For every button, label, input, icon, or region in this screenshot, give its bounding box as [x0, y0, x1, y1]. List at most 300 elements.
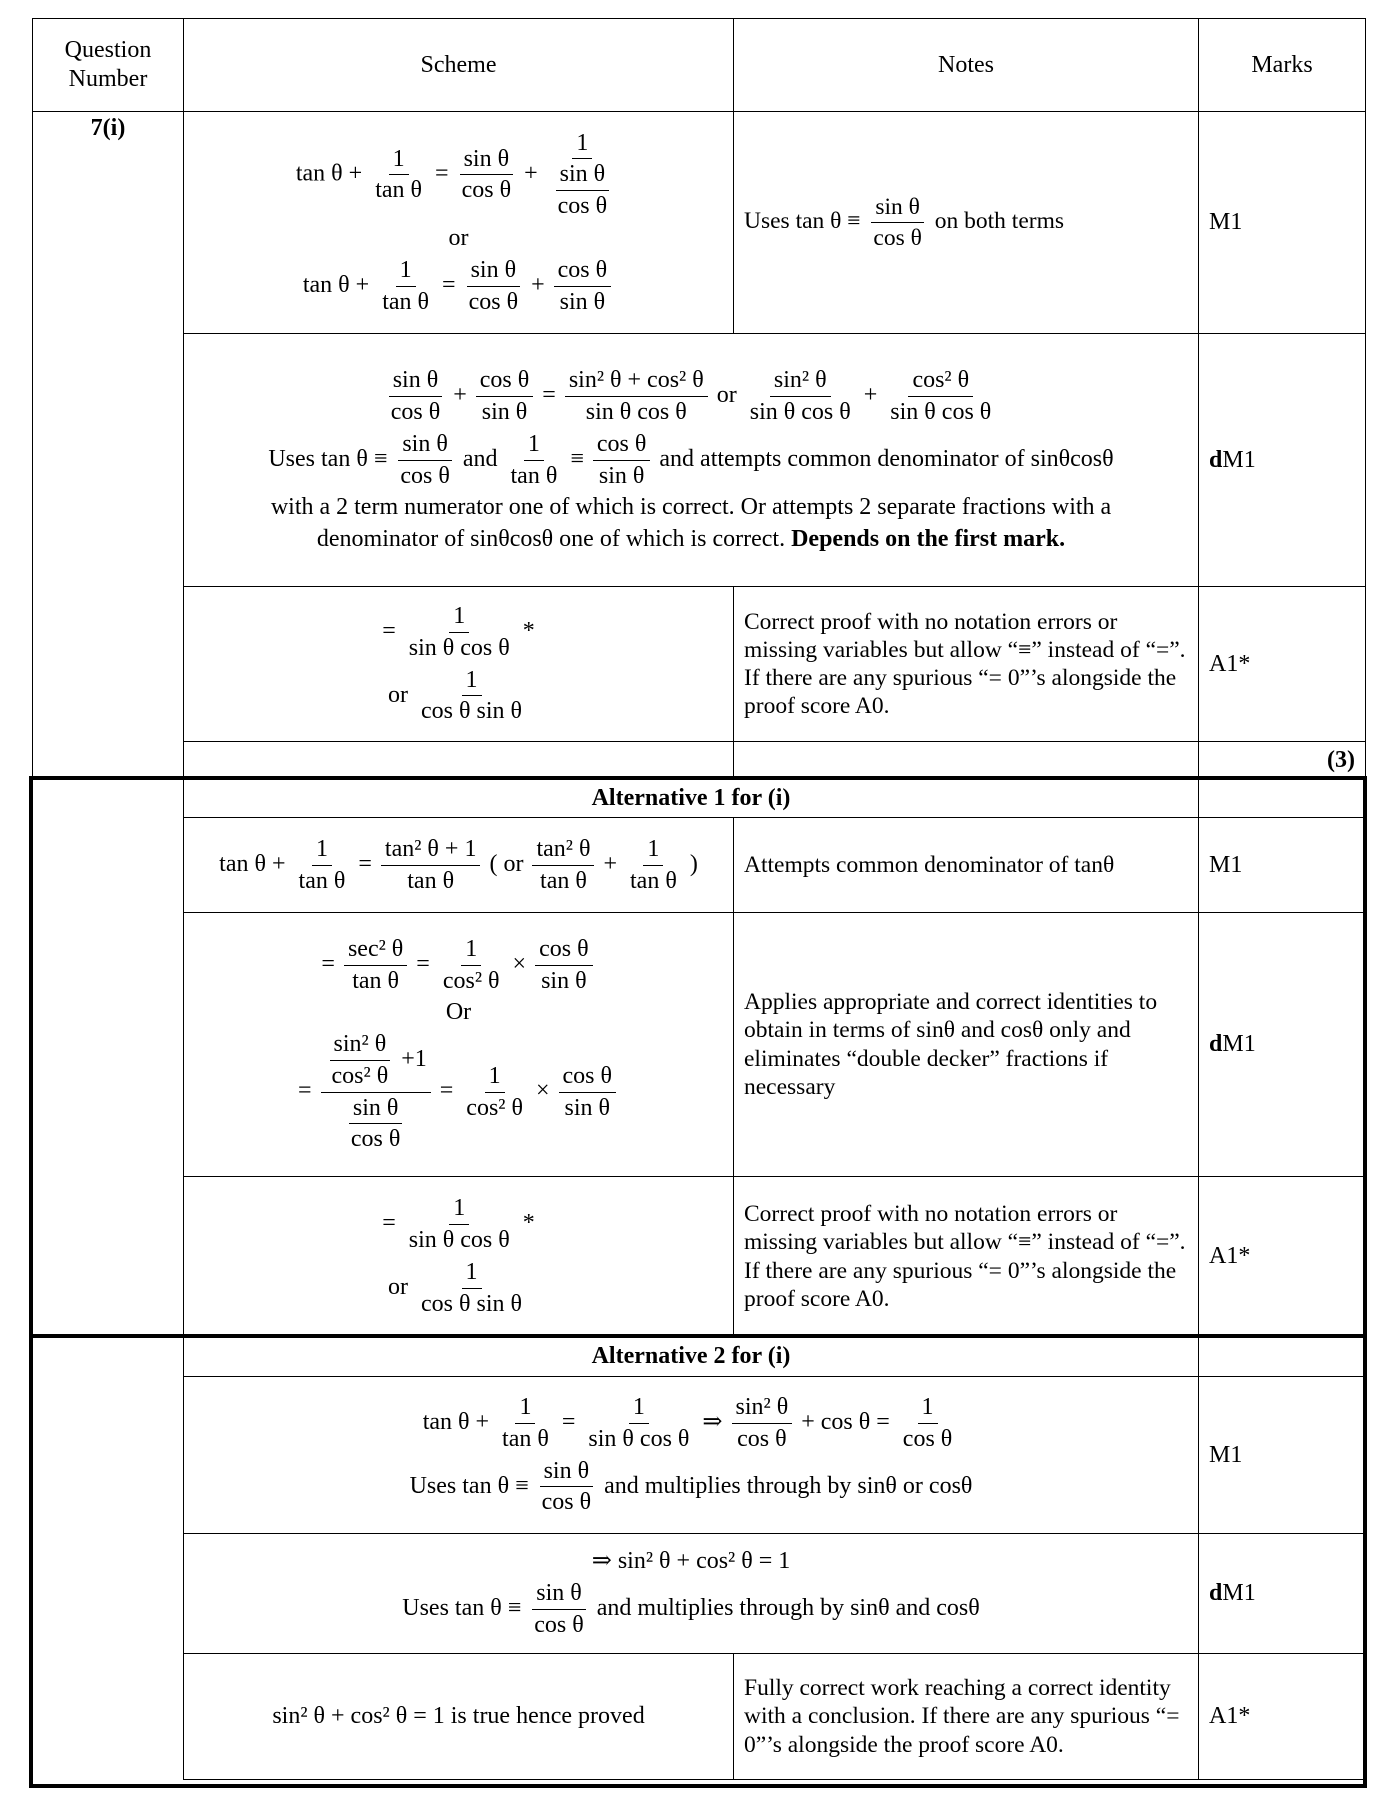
numerator: [770, 366, 831, 397]
fraction: [378, 256, 433, 317]
bold-text: Depends on the first mark.: [791, 526, 1066, 553]
text-span: tan θ: [298, 867, 346, 894]
alternative-1-heading: Alternative 1 for (i): [184, 779, 1199, 818]
text-span: sin θ: [559, 288, 606, 315]
header-question-number: Question Number: [33, 19, 184, 112]
denominator: [403, 866, 458, 896]
content-line: [1209, 851, 1355, 880]
mark-scheme-table: [32, 18, 1366, 1780]
table-row: [33, 1654, 1366, 1780]
text-span: Uses tan θ ≡: [409, 1472, 535, 1499]
text-span: cos θ sin θ: [421, 1290, 522, 1317]
fraction: [498, 1393, 553, 1454]
text-span: sin² θ + cos² θ = 1 is true hence proved: [272, 1703, 645, 1730]
numerator: [476, 366, 534, 397]
numerator: [593, 430, 651, 461]
text-span: + cos θ =: [795, 1408, 896, 1435]
notes-cell: [734, 913, 1199, 1177]
marks-cell: [1199, 112, 1366, 334]
marks-cell: [1199, 1534, 1366, 1654]
empty-question-cell: [33, 1337, 184, 1780]
text-span: 1: [921, 1393, 934, 1420]
text-span: +: [597, 850, 623, 877]
text-span: and multiplies through by sinθ and cosθ: [590, 1594, 980, 1621]
text-span: *: [516, 1210, 535, 1237]
fraction: [732, 1393, 793, 1454]
denominator: [439, 966, 504, 996]
content-line: [1209, 1242, 1355, 1271]
text-span: 1: [315, 835, 328, 862]
text-span: *: [516, 617, 535, 644]
text-span: sin θ: [352, 1094, 399, 1121]
text-span: =: [382, 1210, 402, 1237]
text-span: cos² θ: [331, 1062, 389, 1089]
text-span: Correct proof with no notation errors or missing variables but allow “≡” instead of “=”. If there are any spurious “= 0”’s alongside the proof score A0.: [744, 608, 1186, 720]
text-span: tan θ +: [295, 160, 369, 187]
content-line: [194, 1702, 723, 1731]
text-span: A1*: [1209, 650, 1251, 677]
denominator: [396, 461, 454, 491]
numerator: [732, 1393, 793, 1424]
content-line: [194, 366, 1188, 427]
text-span: cos θ: [400, 462, 450, 489]
text-span: Or: [445, 999, 472, 1026]
numerator: [908, 366, 973, 397]
marks-cell: [1199, 334, 1366, 587]
content-line: [194, 525, 1188, 554]
denominator: [538, 1487, 596, 1517]
content-line: [744, 851, 1188, 879]
denominator: [547, 159, 619, 221]
text-span: Attempts common denominator of tanθ: [744, 851, 1115, 878]
numerator: [449, 602, 469, 633]
text-span: tan θ: [510, 462, 558, 489]
text-span: sin θ cos θ: [408, 634, 510, 661]
text-span: M1: [1209, 209, 1243, 236]
denominator: [554, 191, 612, 221]
notes-cell: [734, 1654, 1199, 1780]
text-span: and multiplies through by sinθ or cosθ: [598, 1472, 973, 1499]
text-span: sin² θ: [735, 1393, 789, 1420]
fraction: [565, 366, 708, 427]
text-span: sin θ: [564, 1094, 611, 1121]
text-span: sin θ: [536, 1580, 582, 1607]
denominator: [340, 1093, 412, 1155]
fraction: [405, 1194, 514, 1255]
numerator: [349, 1094, 403, 1125]
denominator: [462, 1093, 527, 1123]
numerator: [918, 1393, 938, 1424]
content-line: [744, 988, 1188, 1101]
denominator: [405, 633, 514, 663]
text-span: cos θ: [390, 398, 441, 425]
content-line: [1209, 1702, 1355, 1731]
text-span: M1: [1222, 1580, 1256, 1607]
scheme-cell: [184, 1654, 734, 1780]
text-span: cos θ: [468, 288, 519, 315]
content-line: [744, 608, 1188, 721]
text-span: 1: [392, 145, 405, 172]
text-span: ⇒: [696, 1408, 729, 1435]
bold-text: d: [1209, 1031, 1223, 1058]
scheme-cell: [184, 587, 734, 742]
fraction: [462, 1062, 527, 1123]
text-span: tan θ +: [302, 271, 376, 298]
text-span: or: [710, 381, 743, 408]
text-span: and attempts common denominator of sinθcosθ: [653, 445, 1114, 472]
fraction: [584, 1393, 693, 1454]
numerator: [321, 1030, 431, 1093]
empty-question-cell: [33, 779, 184, 1337]
denominator: [536, 866, 591, 896]
text-span: =: [555, 1408, 582, 1435]
denominator: [561, 1093, 615, 1123]
text-span: +: [518, 160, 544, 187]
numerator: [485, 1062, 505, 1093]
denominator: [886, 397, 995, 427]
text-span: M1: [1209, 851, 1243, 878]
text-span: 1: [519, 1393, 532, 1420]
text-span: A1*: [1209, 1243, 1251, 1270]
table-row: [33, 587, 1366, 742]
numerator: [540, 1457, 594, 1488]
fraction: [530, 1579, 588, 1640]
content-line: [1209, 1030, 1355, 1059]
content-line: [194, 666, 723, 727]
fraction: [899, 1393, 957, 1454]
text-span: sin² θ + cos² θ: [568, 367, 704, 394]
fraction: [417, 666, 526, 727]
fraction: [559, 1062, 617, 1123]
table-row: [33, 1377, 1366, 1534]
numerator: [554, 256, 612, 287]
text-span: or: [448, 225, 469, 251]
denominator: [371, 175, 426, 205]
text-span: tan θ: [630, 867, 677, 894]
table-row: [33, 112, 1366, 334]
denominator: [584, 1424, 693, 1454]
numerator: [389, 145, 409, 176]
numerator: [467, 256, 521, 287]
text-span: 1: [527, 430, 540, 457]
scheme-cell: [184, 334, 1199, 587]
text-span: cos² θ: [442, 967, 500, 994]
text-span: =: [436, 271, 462, 298]
marks-cell: [1199, 587, 1366, 742]
numerator: [559, 1062, 617, 1093]
text-span: sin θ: [402, 430, 448, 457]
text-span: cos θ: [534, 1611, 584, 1638]
denominator: [899, 1424, 957, 1454]
scheme-cell: [184, 913, 734, 1177]
content-line: [1209, 1441, 1355, 1470]
denominator: [498, 1424, 553, 1454]
content-line: [194, 835, 723, 896]
content-line: [194, 602, 723, 663]
text-span: M1: [1209, 1441, 1243, 1468]
text-span: Uses tan θ ≡: [402, 1594, 528, 1621]
marks-cell: [1199, 818, 1366, 913]
content-line: [194, 224, 723, 253]
text-span: 1: [399, 256, 412, 283]
fraction: [371, 145, 426, 206]
numerator: [396, 256, 416, 287]
numerator: [330, 1030, 391, 1061]
content-line: [1209, 446, 1355, 475]
header-notes: Notes: [734, 19, 1199, 112]
numerator: [312, 835, 332, 866]
text-span: cos² θ: [912, 367, 970, 394]
text-span: cos θ: [479, 367, 530, 394]
bold-text: d: [1209, 446, 1223, 473]
text-span: and: [456, 445, 504, 472]
fraction: [417, 1258, 526, 1319]
scheme-cell: [184, 1377, 1199, 1534]
numerator: [572, 129, 592, 160]
text-span: sin θ: [463, 145, 510, 172]
denominator: [458, 175, 516, 205]
text-span: M1: [1222, 1031, 1256, 1058]
numerator: [389, 366, 443, 397]
text-span: cos θ: [350, 1126, 401, 1153]
notes-cell: [734, 112, 1199, 334]
denominator: [465, 287, 523, 317]
text-span: tan θ +: [422, 1408, 496, 1435]
table-row: [33, 913, 1366, 1177]
content-line: [1209, 1579, 1355, 1608]
empty-cell: [1199, 1337, 1366, 1377]
numerator: [462, 1258, 482, 1289]
notes-cell: [734, 1177, 1199, 1337]
fraction: [507, 430, 562, 491]
text-span: =: [429, 160, 455, 187]
content-line: [744, 1674, 1188, 1759]
denominator: [626, 866, 681, 896]
denominator: [746, 397, 855, 427]
text-span: tan² θ: [536, 835, 591, 862]
fraction: [532, 835, 594, 896]
notes-cell: [734, 818, 1199, 913]
denominator: [387, 397, 445, 427]
fraction: [476, 366, 534, 427]
content-line: [194, 129, 723, 221]
text-span: +: [857, 381, 884, 408]
denominator: [582, 397, 691, 427]
denominator: [530, 1610, 588, 1640]
fraction: [347, 1094, 405, 1155]
text-span: sin θ cos θ: [890, 398, 992, 425]
fraction: [593, 430, 651, 491]
scheme-cell: [184, 1177, 734, 1337]
denominator: [328, 1061, 393, 1091]
empty-cell: [734, 742, 1199, 779]
text-span: tan θ: [352, 967, 400, 994]
text-span: tan θ: [540, 867, 587, 894]
empty-cell: [1199, 779, 1366, 818]
fraction: [547, 129, 619, 221]
fraction: [869, 193, 925, 252]
text-span: sin θ: [392, 367, 439, 394]
text-span: =: [321, 950, 341, 977]
text-span: M1: [1222, 446, 1256, 473]
marks-cell: [1199, 913, 1366, 1177]
header-row: [33, 19, 1366, 112]
text-span: ×: [506, 950, 533, 977]
text-span: tan θ: [502, 1425, 549, 1452]
content-line: [194, 430, 1188, 491]
text-span: 1: [465, 666, 478, 693]
text-span: =: [410, 950, 436, 977]
text-span: ≡: [564, 445, 590, 472]
text-span: cos θ: [873, 225, 922, 251]
content-line: [744, 1200, 1188, 1313]
text-span: cos² θ: [466, 1094, 523, 1121]
denominator: [417, 1289, 526, 1319]
numerator: [381, 835, 481, 866]
header-marks: Marks: [1199, 19, 1366, 112]
text-span: cos θ: [557, 256, 608, 283]
numerator: [524, 430, 544, 461]
fraction: [328, 1030, 393, 1091]
numerator: [344, 935, 407, 966]
content-line: [194, 1579, 1188, 1640]
text-span: cos θ: [902, 1425, 953, 1452]
text-span: =: [536, 381, 562, 408]
text-span: cos θ: [737, 1425, 787, 1452]
bold-text: d: [1209, 1580, 1223, 1607]
fraction: [538, 1457, 596, 1518]
text-span: ⇒ sin² θ + cos² θ = 1: [591, 1548, 791, 1575]
text-span: sin θ cos θ: [408, 1227, 510, 1254]
text-span: or: [388, 1273, 414, 1300]
text-span: sin θ cos θ: [749, 398, 851, 425]
denominator: [378, 287, 433, 317]
text-span: sin θ: [559, 161, 606, 188]
content-line: [1209, 650, 1355, 679]
numerator: [532, 1579, 586, 1610]
table-row: [33, 1177, 1366, 1337]
text-span: cos θ: [541, 1489, 592, 1516]
content-line: [194, 998, 723, 1027]
text-span: 1: [632, 1393, 645, 1420]
text-span: tan² θ + 1: [384, 835, 477, 862]
denominator: [417, 696, 526, 726]
fraction: [554, 160, 612, 221]
alternative-2-heading: Alternative 2 for (i): [184, 1337, 1199, 1377]
text-span: cos θ: [539, 935, 589, 962]
numerator: [535, 935, 593, 966]
fraction: [535, 935, 593, 996]
fraction: [387, 366, 445, 427]
denominator: [595, 461, 649, 491]
fraction: [554, 256, 612, 317]
fraction: [295, 835, 350, 896]
content-line: [194, 935, 723, 996]
content-line: [194, 1030, 723, 1154]
text-span: cos θ: [461, 177, 512, 204]
question-number: 7(i): [33, 112, 184, 779]
numerator: [643, 835, 663, 866]
fraction: [321, 1030, 431, 1154]
denominator: [295, 866, 350, 896]
text-span: sec² θ: [347, 935, 404, 962]
header-scheme: Scheme: [184, 19, 734, 112]
text-span: A1*: [1209, 1703, 1251, 1730]
content-line: [194, 1457, 1188, 1518]
text-span: Applies appropriate and correct identities to obtain in terms of sinθ and cosθ only and eliminates “double decker” fractions if necessary: [744, 989, 1158, 1100]
scheme-cell: [184, 1534, 1199, 1654]
text-span: =: [352, 850, 378, 877]
text-span: 1: [453, 1195, 466, 1222]
text-span: +: [525, 271, 551, 298]
denominator: [556, 287, 610, 317]
denominator: [869, 223, 925, 252]
empty-cell: [184, 742, 734, 779]
denominator: [405, 1225, 514, 1255]
numerator: [460, 145, 514, 176]
marks-cell: [1199, 1177, 1366, 1337]
numerator: [461, 935, 481, 966]
text-span: sin θ: [875, 193, 920, 220]
scheme-cell: [184, 112, 734, 334]
content-line: [744, 193, 1188, 252]
text-span: or: [388, 681, 414, 708]
text-span: sin θ: [598, 462, 645, 489]
fraction: [344, 935, 407, 996]
text-span: Fully correct work reaching a correct identity with a conclusion. If there are any spurious “= 0”’s alongside the proof score A0.: [744, 1675, 1180, 1758]
text-span: sin² θ: [773, 367, 827, 394]
fraction: [465, 256, 523, 317]
text-span: sin θ: [470, 256, 517, 283]
table-row: [33, 1534, 1366, 1654]
text-span: +1: [395, 1045, 427, 1072]
numerator: [565, 366, 708, 397]
text-span: =: [433, 1077, 460, 1104]
fraction: [381, 835, 481, 896]
text-span: ): [683, 850, 698, 877]
content-line: [194, 493, 1188, 522]
denominator: [537, 966, 591, 996]
text-span: tan θ +: [219, 850, 292, 877]
text-span: sin θ: [481, 398, 528, 425]
marks-cell: [1199, 1654, 1366, 1780]
text-span: tan θ: [375, 177, 423, 204]
fraction: [405, 602, 514, 663]
text-span: 1: [453, 602, 466, 629]
content-line: [194, 1547, 1188, 1576]
denominator: [348, 966, 403, 996]
text-span: cos θ: [562, 1062, 613, 1089]
text-span: sin θ: [541, 967, 587, 994]
scheme-cell: [184, 818, 734, 913]
text-span: Uses tan θ ≡: [744, 207, 867, 234]
alternative-1-heading-row: [33, 779, 1366, 818]
fraction: [439, 935, 504, 996]
text-span: 1: [647, 835, 660, 862]
text-span: =: [382, 617, 402, 644]
table-row: [33, 818, 1366, 913]
text-span: =: [297, 1077, 318, 1104]
denominator: [733, 1424, 791, 1454]
fraction: [458, 145, 516, 206]
table-row: [33, 334, 1366, 587]
text-span: cos θ sin θ: [421, 698, 522, 725]
text-span: sin θ cos θ: [588, 1425, 690, 1452]
numerator: [449, 1194, 469, 1225]
fraction: [396, 430, 454, 491]
fraction: [886, 366, 995, 427]
text-span: Correct proof with no notation errors or missing variables but allow “≡” instead of “=”. If there are any spurious “= 0”’s alongside the proof score A0.: [744, 1201, 1186, 1312]
